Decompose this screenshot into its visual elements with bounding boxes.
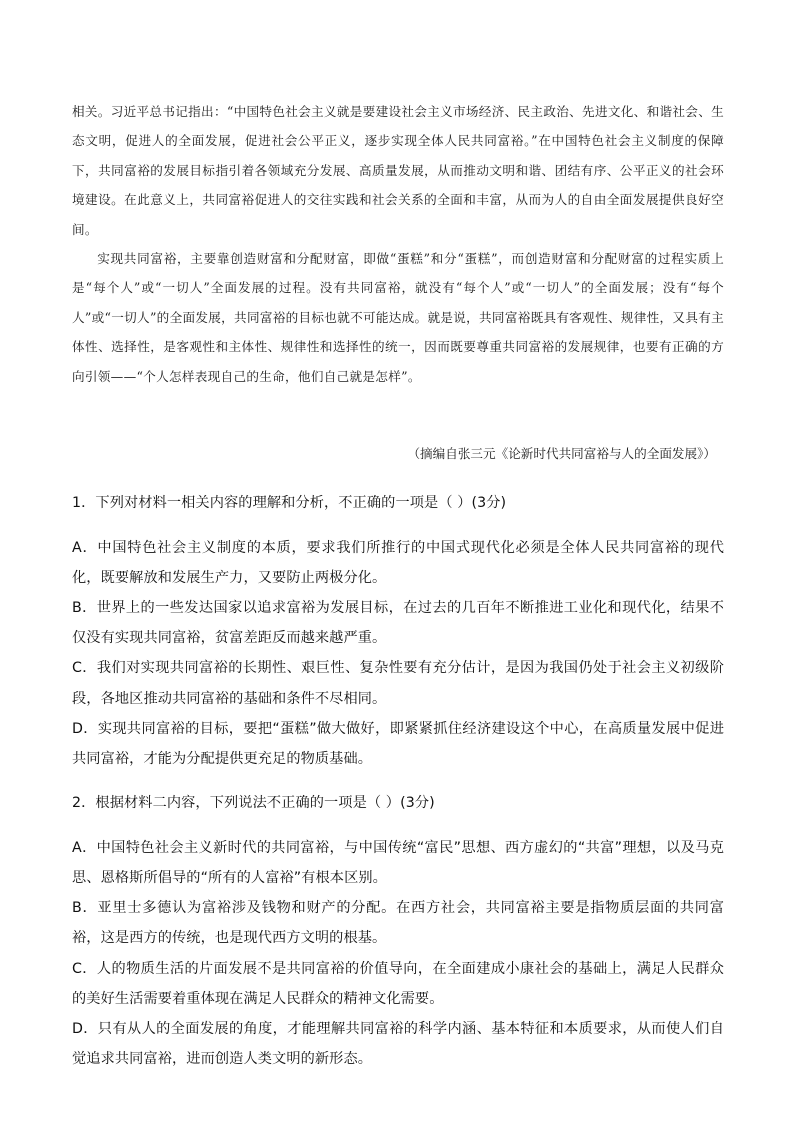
- question-1-option-d: D．实现共同富裕的目标，要把“蛋糕”做大做好，即紧紧抓住经济建设这个中心，在高质量发展中促进共同富裕，才能为分配提供更充足的物质基础。: [72, 720, 724, 767]
- question-2-stem: 2．根据材料二内容，下列说法不正确的一项是（ ）(3分): [72, 795, 435, 812]
- question-2: [72, 788, 724, 1074]
- passage-paragraph-2: 实现共同富裕，主要靠创造财富和分配财富，即做“蛋糕”和分“蛋糕”，而创造财富和分配财富的过程实质上是“每个人”或“一切人”全面发展的过程。没有共同富裕，就没有“每个人”或“一切人”的全面发展；没有“每个人”或“一切人”的全面发展，共同富裕的目标也就不可能达成。就是说，共同富裕既具有客观性、规律性，又具有主体性、选择性，是客观性和主体性、规律性和选择性的统一，因而既要尊重共同富裕的发展规律，也要有正确的方向引领——“个人怎样表现自己的生命，他们自己就是怎样”。: [72, 251, 725, 384]
- question-2-option-a: A．中国特色社会主义新时代的共同富裕，与中国传统“富民”思想、西方虚幻的“共富”理想，以及马克思、恩格斯所倡导的“所有的人富裕”有根本区别。: [72, 839, 724, 886]
- reading-passage: [72, 97, 724, 391]
- question-list: [72, 474, 724, 1074]
- question-1: [72, 488, 724, 774]
- question-1-option-a: A．中国特色社会主义制度的本质，要求我们所推行的中国式现代化必须是全体人民共同富裕的现代化，既要解放和发展生产力，又要防止两极分化。: [72, 539, 724, 586]
- question-2-option-d: D．只有从人的全面发展的角度，才能理解共同富裕的科学内涵、基本特征和本质要求，从而使人们自觉追求共同富裕，进而创造人类文明的新形态。: [72, 1021, 724, 1068]
- question-1-stem: 1．下列对材料一相关内容的理解和分析，不正确的一项是（ ）(3分): [72, 495, 507, 512]
- question-1-option-c: C．我们对实现共同富裕的长期性、艰巨性、复杂性要有充分估计，是因为我国仍处于社会主义初级阶段，各地区推动共同富裕的基础和条件不尽相同。: [72, 660, 724, 707]
- question-2-option-b: B．亚里士多德认为富裕涉及钱物和财产的分配。在西方社会，共同富裕主要是指物质层面的共同富裕，这是西方的传统，也是现代西方文明的根基。: [72, 900, 724, 947]
- question-2-option-c: C．人的物质生活的片面发展不是共同富裕的价值导向，在全面建成小康社会的基础上，满足人民群众的美好生活需要着重体现在满足人民群众的精神文化需要。: [72, 960, 724, 1007]
- passage-source: （摘编自张三元《论新时代共同富裕与人的全面发展》）: [407, 446, 716, 461]
- question-1-option-b: B．世界上的一些发达国家以追求富裕为发展目标，在过去的几百年不断推进工业化和现代化，结果不仅没有实现共同富裕，贫富差距反而越来越严重。: [72, 599, 724, 647]
- passage-paragraph-1: 相关。习近平总书记指出：“中国特色社会主义就是要建设社会主义市场经济、民主政治、先进文化、和谐社会、生态文明，促进人的全面发展，促进社会公平正义，逐步实现全体人民共同富裕。”在中国特色社会主义制度的保障下，共同富裕的发展目标指引着各领域充分发展、高质量发展，从而推动文明和谐、团结有序、公平正义的社会环境建设。在此意义上，共同富裕促进人的交往实践和社会关系的全面和丰富，从而为人的自由全面发展提供良好空间。: [72, 104, 724, 237]
